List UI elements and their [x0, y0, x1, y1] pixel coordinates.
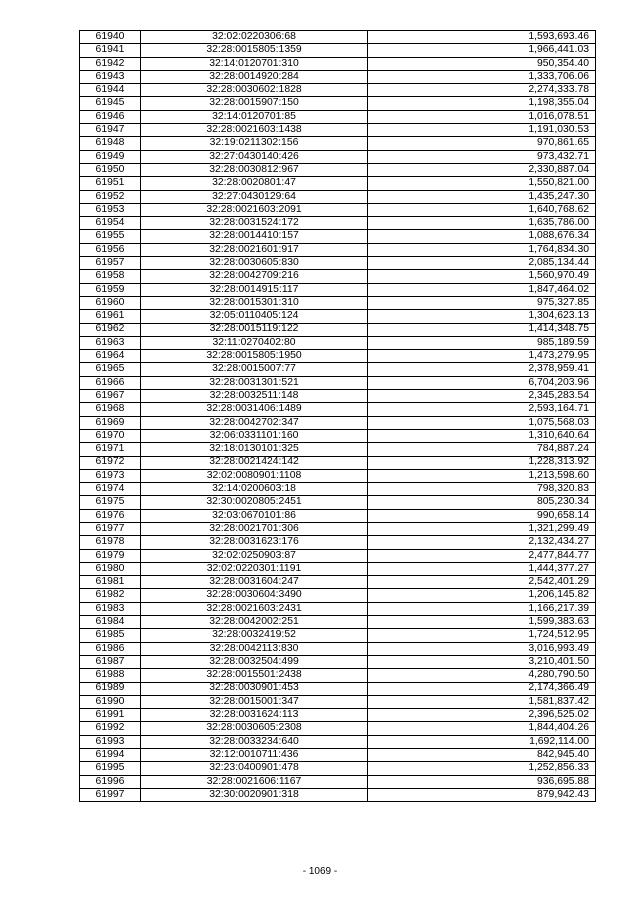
- cadastral-number-cell: 32:11:0270402:80: [141, 336, 368, 349]
- record-number-cell: 61970: [80, 429, 141, 442]
- table-row: [80, 163, 596, 176]
- value-amount-cell: 2,378,959.41: [368, 363, 596, 376]
- table-row: [80, 429, 596, 442]
- record-number-cell: 61957: [80, 257, 141, 270]
- table-row: [80, 310, 596, 323]
- record-number-cell: 61966: [80, 376, 141, 389]
- cadastral-number-cell: 32:02:0250903:87: [141, 549, 368, 562]
- record-number-cell: 61986: [80, 642, 141, 655]
- record-number-cell: 61987: [80, 655, 141, 668]
- record-number-cell: 61983: [80, 602, 141, 615]
- table-row: [80, 443, 596, 456]
- value-amount-cell: 990,658.14: [368, 509, 596, 522]
- table-row: [80, 562, 596, 575]
- record-number-cell: 61996: [80, 775, 141, 788]
- record-number-cell: 61954: [80, 217, 141, 230]
- table-row: [80, 762, 596, 775]
- cadastral-number-cell: 32:28:0033234:640: [141, 735, 368, 748]
- record-number-cell: 61962: [80, 323, 141, 336]
- cadastral-number-cell: 32:28:0030604:3490: [141, 589, 368, 602]
- cadastral-number-cell: 32:28:0030901:453: [141, 682, 368, 695]
- value-amount-cell: 2,085,134.44: [368, 257, 596, 270]
- record-number-cell: 61961: [80, 310, 141, 323]
- cadastral-number-cell: 32:28:0030602:1828: [141, 84, 368, 97]
- cadastral-number-cell: 32:14:0200603:18: [141, 483, 368, 496]
- table-row: [80, 416, 596, 429]
- value-amount-cell: 1,166,217.39: [368, 602, 596, 615]
- record-number-cell: 61958: [80, 270, 141, 283]
- cadastral-number-cell: 32:30:0020805:2451: [141, 496, 368, 509]
- value-amount-cell: 1,560,970.49: [368, 270, 596, 283]
- cadastral-number-cell: 32:28:0030605:830: [141, 257, 368, 270]
- cadastral-number-cell: 32:28:0021606:1167: [141, 775, 368, 788]
- table-row: [80, 469, 596, 482]
- cadastral-number-cell: 32:02:0080901:1108: [141, 469, 368, 482]
- record-number-cell: 61995: [80, 762, 141, 775]
- value-amount-cell: 3,210,401.50: [368, 655, 596, 668]
- value-amount-cell: 973,432.71: [368, 150, 596, 163]
- cadastral-number-cell: 32:27:0430140:426: [141, 150, 368, 163]
- record-number-cell: 61942: [80, 57, 141, 70]
- table-row: [80, 709, 596, 722]
- record-number-cell: 61997: [80, 788, 141, 801]
- record-number-cell: 61980: [80, 562, 141, 575]
- record-number-cell: 61940: [80, 31, 141, 44]
- table-row: [80, 44, 596, 57]
- table-row: [80, 616, 596, 629]
- record-number-cell: 61949: [80, 150, 141, 163]
- cadastral-number-cell: 32:23:0400901:478: [141, 762, 368, 775]
- value-amount-cell: 879,942.43: [368, 788, 596, 801]
- table-row: [80, 323, 596, 336]
- table-row: [80, 536, 596, 549]
- cadastral-number-cell: 32:28:0032419:52: [141, 629, 368, 642]
- record-number-cell: 61944: [80, 84, 141, 97]
- record-number-cell: 61985: [80, 629, 141, 642]
- record-number-cell: 61984: [80, 616, 141, 629]
- value-amount-cell: 1,252,856.33: [368, 762, 596, 775]
- table-row: [80, 642, 596, 655]
- cadastral-number-cell: 32:28:0032504:499: [141, 655, 368, 668]
- record-number-cell: 61976: [80, 509, 141, 522]
- table-row: [80, 722, 596, 735]
- value-amount-cell: 1,444,377.27: [368, 562, 596, 575]
- table-row: [80, 509, 596, 522]
- cadastral-number-cell: 32:28:0031524:172: [141, 217, 368, 230]
- cadastral-number-cell: 32:28:0031406:1489: [141, 403, 368, 416]
- table-row: [80, 456, 596, 469]
- record-number-cell: 61951: [80, 177, 141, 190]
- table-row: [80, 522, 596, 535]
- value-amount-cell: 2,174,366.49: [368, 682, 596, 695]
- value-amount-cell: 2,396,525.02: [368, 709, 596, 722]
- value-amount-cell: 970,861.65: [368, 137, 596, 150]
- record-number-cell: 61974: [80, 483, 141, 496]
- table-row: [80, 695, 596, 708]
- cadastral-number-cell: 32:30:0020901:318: [141, 788, 368, 801]
- value-amount-cell: 4,280,790.50: [368, 669, 596, 682]
- table-row: [80, 283, 596, 296]
- record-number-cell: 61947: [80, 124, 141, 137]
- table-row: [80, 70, 596, 83]
- record-number-cell: 61978: [80, 536, 141, 549]
- cadastral-number-cell: 32:28:0031623:176: [141, 536, 368, 549]
- cadastral-number-cell: 32:27:0430129:64: [141, 190, 368, 203]
- value-amount-cell: 1,593,693.46: [368, 31, 596, 44]
- table-row: [80, 788, 596, 801]
- value-amount-cell: 2,593,164.71: [368, 403, 596, 416]
- table-row: [80, 217, 596, 230]
- cadastral-number-cell: 32:28:0030605:2308: [141, 722, 368, 735]
- table-row: [80, 682, 596, 695]
- record-number-cell: 61948: [80, 137, 141, 150]
- value-amount-cell: 1,414,348.75: [368, 323, 596, 336]
- value-amount-cell: 936,695.88: [368, 775, 596, 788]
- value-amount-cell: 1,198,355.04: [368, 97, 596, 110]
- value-amount-cell: 975,327.85: [368, 296, 596, 309]
- table-row: [80, 296, 596, 309]
- record-number-cell: 61945: [80, 97, 141, 110]
- table-row: [80, 669, 596, 682]
- cadastral-number-cell: 32:28:0015007:77: [141, 363, 368, 376]
- value-amount-cell: 798,320.83: [368, 483, 596, 496]
- record-number-cell: 61979: [80, 549, 141, 562]
- record-number-cell: 61977: [80, 522, 141, 535]
- value-amount-cell: 1,321,299.49: [368, 522, 596, 535]
- table-row: [80, 735, 596, 748]
- value-amount-cell: 950,354.40: [368, 57, 596, 70]
- table-row: [80, 110, 596, 123]
- value-amount-cell: 1,333,706.06: [368, 70, 596, 83]
- table-row: [80, 629, 596, 642]
- cadastral-number-cell: 32:28:0021603:2091: [141, 203, 368, 216]
- cadastral-number-cell: 32:28:0021601:917: [141, 243, 368, 256]
- record-number-cell: 61991: [80, 709, 141, 722]
- cadastral-number-cell: 32:28:0015119:122: [141, 323, 368, 336]
- cadastral-number-cell: 32:28:0021603:1438: [141, 124, 368, 137]
- record-number-cell: 61971: [80, 443, 141, 456]
- cadastral-number-cell: 32:28:0014410:157: [141, 230, 368, 243]
- table-row: [80, 549, 596, 562]
- table-row: [80, 576, 596, 589]
- value-amount-cell: 1,581,837.42: [368, 695, 596, 708]
- value-amount-cell: 3,016,993.49: [368, 642, 596, 655]
- value-amount-cell: 784,887.24: [368, 443, 596, 456]
- cadastral-number-cell: 32:28:0030812:967: [141, 163, 368, 176]
- cadastral-number-cell: 32:03:0670101:86: [141, 509, 368, 522]
- record-number-cell: 61993: [80, 735, 141, 748]
- value-amount-cell: 1,088,676.34: [368, 230, 596, 243]
- table-row: [80, 97, 596, 110]
- table-row: [80, 243, 596, 256]
- value-amount-cell: 842,945.40: [368, 749, 596, 762]
- value-amount-cell: 1,075,568.03: [368, 416, 596, 429]
- cadastral-number-cell: 32:28:0015805:1950: [141, 350, 368, 363]
- table-row: [80, 190, 596, 203]
- cadastral-number-cell: 32:28:0015301:310: [141, 296, 368, 309]
- cadastral-number-cell: 32:28:0042709:216: [141, 270, 368, 283]
- cadastral-number-cell: 32:28:0031301:521: [141, 376, 368, 389]
- value-amount-cell: 1,016,078.51: [368, 110, 596, 123]
- table-row: [80, 31, 596, 44]
- cadastral-number-cell: 32:14:0120701:310: [141, 57, 368, 70]
- record-number-cell: 61960: [80, 296, 141, 309]
- record-number-cell: 61969: [80, 416, 141, 429]
- cadastral-number-cell: 32:28:0032511:148: [141, 390, 368, 403]
- value-amount-cell: 1,692,114.00: [368, 735, 596, 748]
- cadastral-number-cell: 32:28:0015501:2438: [141, 669, 368, 682]
- value-amount-cell: 1,550,821.00: [368, 177, 596, 190]
- cadastral-number-cell: 32:14:0120701:85: [141, 110, 368, 123]
- value-amount-cell: 2,274,333.78: [368, 84, 596, 97]
- record-number-cell: 61959: [80, 283, 141, 296]
- value-amount-cell: 1,473,279.95: [368, 350, 596, 363]
- record-number-cell: 61973: [80, 469, 141, 482]
- value-amount-cell: 1,304,623.13: [368, 310, 596, 323]
- cadastral-number-cell: 32:28:0042702:347: [141, 416, 368, 429]
- cadastral-number-cell: 32:28:0015907:150: [141, 97, 368, 110]
- cadastral-number-cell: 32:28:0021701:306: [141, 522, 368, 535]
- table-row: [80, 336, 596, 349]
- table-row: [80, 270, 596, 283]
- table-row: [80, 602, 596, 615]
- table-row: [80, 57, 596, 70]
- value-amount-cell: 1,191,030.53: [368, 124, 596, 137]
- table-row: [80, 257, 596, 270]
- cadastral-number-cell: 32:28:0015805:1359: [141, 44, 368, 57]
- value-amount-cell: 1,213,598.60: [368, 469, 596, 482]
- record-number-cell: 61972: [80, 456, 141, 469]
- value-amount-cell: 1,635,786.00: [368, 217, 596, 230]
- cadastral-number-cell: 32:06:0331101:160: [141, 429, 368, 442]
- table-row: [80, 124, 596, 137]
- table-row: [80, 496, 596, 509]
- value-amount-cell: 1,966,441.03: [368, 44, 596, 57]
- value-amount-cell: 1,640,768.62: [368, 203, 596, 216]
- value-amount-cell: 1,228,313.92: [368, 456, 596, 469]
- page-number: - 1069 -: [302, 866, 338, 877]
- cadastral-number-cell: 32:28:0031624:113: [141, 709, 368, 722]
- value-amount-cell: 1,847,464.02: [368, 283, 596, 296]
- value-amount-cell: 2,330,887.04: [368, 163, 596, 176]
- cadastral-number-cell: 32:28:0020801:47: [141, 177, 368, 190]
- table-row: [80, 390, 596, 403]
- table-row: [80, 376, 596, 389]
- value-amount-cell: 1,435,247.30: [368, 190, 596, 203]
- cadastral-number-cell: 32:28:0014920:284: [141, 70, 368, 83]
- table-row: [80, 150, 596, 163]
- record-number-cell: 61988: [80, 669, 141, 682]
- table-row: [80, 137, 596, 150]
- value-amount-cell: 805,230.34: [368, 496, 596, 509]
- record-number-cell: 61981: [80, 576, 141, 589]
- value-amount-cell: 2,345,283.54: [368, 390, 596, 403]
- value-amount-cell: 2,477,844.77: [368, 549, 596, 562]
- record-number-cell: 61953: [80, 203, 141, 216]
- record-number-cell: 61963: [80, 336, 141, 349]
- table-row: [80, 655, 596, 668]
- value-amount-cell: 2,542,401.29: [368, 576, 596, 589]
- record-number-cell: 61968: [80, 403, 141, 416]
- value-amount-cell: 2,132,434.27: [368, 536, 596, 549]
- value-amount-cell: 1,206,145.82: [368, 589, 596, 602]
- cadastral-number-cell: 32:28:0021603:2431: [141, 602, 368, 615]
- cadastral-number-cell: 32:28:0031604:247: [141, 576, 368, 589]
- value-amount-cell: 6,704,203.96: [368, 376, 596, 389]
- parcel-value-table: [79, 30, 596, 802]
- record-number-cell: 61964: [80, 350, 141, 363]
- cadastral-number-cell: 32:02:0220301:1191: [141, 562, 368, 575]
- value-amount-cell: 1,310,640.64: [368, 429, 596, 442]
- cadastral-number-cell: 32:28:0042113:830: [141, 642, 368, 655]
- cadastral-number-cell: 32:28:0015001:347: [141, 695, 368, 708]
- record-number-cell: 61941: [80, 44, 141, 57]
- table-row: [80, 203, 596, 216]
- table-row: [80, 749, 596, 762]
- cadastral-number-cell: 32:02:0220306:68: [141, 31, 368, 44]
- cadastral-number-cell: 32:12:0010711:436: [141, 749, 368, 762]
- value-amount-cell: 1,599,383.63: [368, 616, 596, 629]
- cadastral-number-cell: 32:28:0021424:142: [141, 456, 368, 469]
- table-body: [80, 31, 596, 802]
- table-row: [80, 589, 596, 602]
- record-number-cell: 61975: [80, 496, 141, 509]
- cadastral-number-cell: 32:18:0130101:325: [141, 443, 368, 456]
- table-row: [80, 363, 596, 376]
- cadastral-number-cell: 32:28:0042002:251: [141, 616, 368, 629]
- record-number-cell: 61992: [80, 722, 141, 735]
- record-number-cell: 61943: [80, 70, 141, 83]
- record-number-cell: 61994: [80, 749, 141, 762]
- value-amount-cell: 1,764,834.30: [368, 243, 596, 256]
- table-row: [80, 350, 596, 363]
- table-row: [80, 403, 596, 416]
- value-amount-cell: 1,724,512.95: [368, 629, 596, 642]
- cadastral-number-cell: 32:19:0211302:156: [141, 137, 368, 150]
- value-amount-cell: 1,844,404.26: [368, 722, 596, 735]
- record-number-cell: 61946: [80, 110, 141, 123]
- record-number-cell: 61967: [80, 390, 141, 403]
- table-row: [80, 775, 596, 788]
- record-number-cell: 61955: [80, 230, 141, 243]
- table-row: [80, 177, 596, 190]
- cadastral-number-cell: 32:05:0110405:124: [141, 310, 368, 323]
- record-number-cell: 61952: [80, 190, 141, 203]
- record-number-cell: 61956: [80, 243, 141, 256]
- cadastral-number-cell: 32:28:0014915:117: [141, 283, 368, 296]
- record-number-cell: 61950: [80, 163, 141, 176]
- record-number-cell: 61989: [80, 682, 141, 695]
- value-amount-cell: 985,189.59: [368, 336, 596, 349]
- table-row: [80, 483, 596, 496]
- record-number-cell: 61982: [80, 589, 141, 602]
- table-row: [80, 84, 596, 97]
- record-number-cell: 61965: [80, 363, 141, 376]
- record-number-cell: 61990: [80, 695, 141, 708]
- table-row: [80, 230, 596, 243]
